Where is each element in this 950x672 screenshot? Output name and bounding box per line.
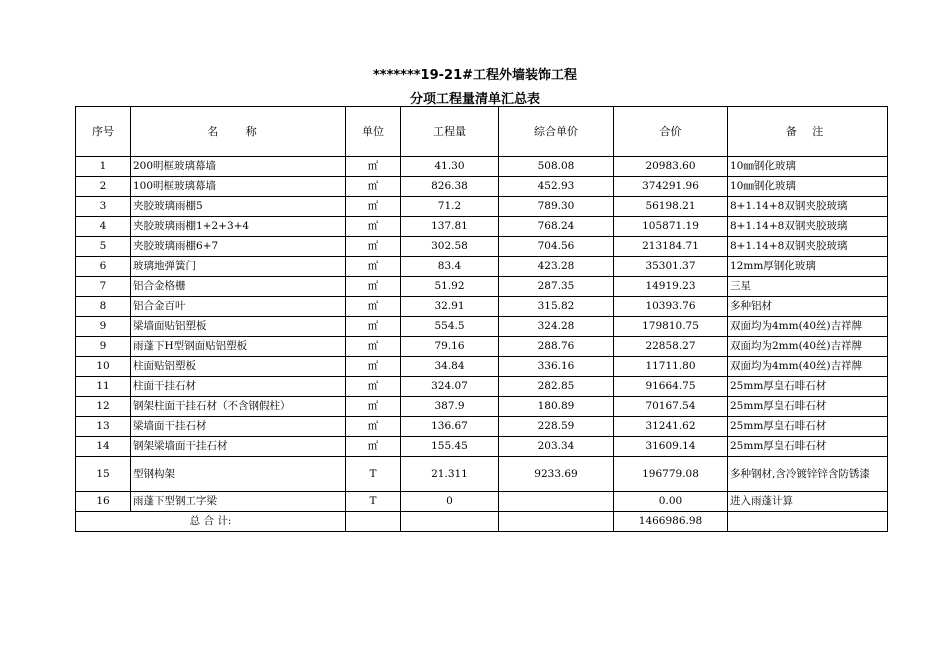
cell-no: 9 <box>76 337 131 357</box>
cell-unit-price: 315.82 <box>499 297 614 317</box>
cell-no: 12 <box>76 397 131 417</box>
table-row <box>76 397 888 417</box>
cell-total: 374291.96 <box>614 177 728 197</box>
cell-quantity: 302.58 <box>401 237 499 257</box>
table-header-row <box>76 107 888 157</box>
cell-name: 雨蓬下型钢工字梁 <box>131 492 346 512</box>
cell-unit-price <box>499 492 614 512</box>
cell-no: 3 <box>76 197 131 217</box>
document-title: *******19-21#工程外墙装饰工程 <box>372 68 578 83</box>
cell-quantity: 21.311 <box>401 457 499 492</box>
table-row <box>76 357 888 377</box>
cell-total: 11711.80 <box>614 357 728 377</box>
cell-total: 22858.27 <box>614 337 728 357</box>
cell-note: 8+1.14+8双钢夹胶玻璃 <box>728 217 888 237</box>
cell-no: 6 <box>76 257 131 277</box>
cell-note: 8+1.14+8双钢夹胶玻璃 <box>728 237 888 257</box>
sum-label: 总 合 计: <box>76 512 346 532</box>
sum-empty-cell <box>728 512 888 532</box>
table-row <box>76 237 888 257</box>
cell-unit-price: 704.56 <box>499 237 614 257</box>
table-row <box>76 457 888 492</box>
table-row <box>76 417 888 437</box>
cell-name: 型钢构架 <box>131 457 346 492</box>
cell-note: 三星 <box>728 277 888 297</box>
cell-unit-price: 768.24 <box>499 217 614 237</box>
table-row <box>76 257 888 277</box>
cell-unit: ㎡ <box>346 397 401 417</box>
table-row <box>76 217 888 237</box>
cell-no: 10 <box>76 357 131 377</box>
table-row <box>76 377 888 397</box>
table-row <box>76 337 888 357</box>
cell-unit-price: 789.30 <box>499 197 614 217</box>
cell-quantity: 41.30 <box>401 157 499 177</box>
cell-unit: ㎡ <box>346 377 401 397</box>
summary-table <box>75 106 888 532</box>
cell-note: 25mm厚皇石啡石材 <box>728 397 888 417</box>
cell-unit-price: 282.85 <box>499 377 614 397</box>
table-row <box>76 297 888 317</box>
cell-unit-price: 324.28 <box>499 317 614 337</box>
cell-note: 25mm厚皇石啡石材 <box>728 377 888 397</box>
cell-unit: ㎡ <box>346 157 401 177</box>
cell-unit: ㎡ <box>346 337 401 357</box>
cell-name: 夹胶玻璃雨棚5 <box>131 197 346 217</box>
cell-note: 进入雨蓬计算 <box>728 492 888 512</box>
cell-unit-price: 228.59 <box>499 417 614 437</box>
table-row <box>76 437 888 457</box>
cell-total: 0.00 <box>614 492 728 512</box>
sum-empty-cell <box>346 512 401 532</box>
cell-quantity: 51.92 <box>401 277 499 297</box>
cell-quantity: 32.91 <box>401 297 499 317</box>
cell-quantity: 137.81 <box>401 217 499 237</box>
table-row <box>76 277 888 297</box>
cell-note: 25mm厚皇石啡石材 <box>728 417 888 437</box>
header-quantity: 工程量 <box>401 107 499 157</box>
cell-total: 105871.19 <box>614 217 728 237</box>
cell-total: 31241.62 <box>614 417 728 437</box>
cell-quantity: 155.45 <box>401 437 499 457</box>
cell-unit: ㎡ <box>346 237 401 257</box>
cell-total: 20983.60 <box>614 157 728 177</box>
cell-unit: ㎡ <box>346 177 401 197</box>
cell-quantity: 0 <box>401 492 499 512</box>
cell-unit: ㎡ <box>346 257 401 277</box>
cell-unit-price: 180.89 <box>499 397 614 417</box>
cell-quantity: 136.67 <box>401 417 499 437</box>
cell-total: 10393.76 <box>614 297 728 317</box>
sum-total: 1466986.98 <box>614 512 728 532</box>
cell-note: 10㎜钢化玻璃 <box>728 157 888 177</box>
table-row <box>76 177 888 197</box>
cell-name: 柱面贴铝塑板 <box>131 357 346 377</box>
table-row <box>76 317 888 337</box>
cell-no: 1 <box>76 157 131 177</box>
cell-note: 双面均为4mm(40丝)吉祥牌 <box>728 357 888 377</box>
table-subtitle: 分项工程量清单汇总表 <box>409 92 540 107</box>
cell-note: 多种钢材,含冷镀锌锌含防锈漆 <box>728 457 888 492</box>
cell-no: 15 <box>76 457 131 492</box>
cell-note: 10㎜钢化玻璃 <box>728 177 888 197</box>
cell-unit-price: 287.35 <box>499 277 614 297</box>
cell-no: 5 <box>76 237 131 257</box>
header-total: 合价 <box>614 107 728 157</box>
cell-no: 11 <box>76 377 131 397</box>
cell-note: 双面均为4mm(40丝)吉祥牌 <box>728 317 888 337</box>
cell-total: 35301.37 <box>614 257 728 277</box>
cell-quantity: 554.5 <box>401 317 499 337</box>
cell-unit: T <box>346 492 401 512</box>
cell-quantity: 324.07 <box>401 377 499 397</box>
cell-unit-price: 508.08 <box>499 157 614 177</box>
cell-no: 16 <box>76 492 131 512</box>
cell-name: 钢架柱面干挂石材（不含钢假柱） <box>131 397 346 417</box>
cell-name: 梁墙面贴铝塑板 <box>131 317 346 337</box>
cell-quantity: 387.9 <box>401 397 499 417</box>
cell-name: 铝合金百叶 <box>131 297 346 317</box>
cell-unit: ㎡ <box>346 417 401 437</box>
cell-unit: ㎡ <box>346 317 401 337</box>
cell-total: 179810.75 <box>614 317 728 337</box>
cell-total: 91664.75 <box>614 377 728 397</box>
cell-quantity: 83.4 <box>401 257 499 277</box>
cell-unit-price: 203.34 <box>499 437 614 457</box>
cell-no: 8 <box>76 297 131 317</box>
cell-note: 12mm厚钢化玻璃 <box>728 257 888 277</box>
table-row <box>76 157 888 177</box>
cell-quantity: 34.84 <box>401 357 499 377</box>
cell-name: 玻璃地弹簧门 <box>131 257 346 277</box>
cell-name: 200明框玻璃幕墙 <box>131 157 346 177</box>
cell-name: 钢架梁墙面干挂石材 <box>131 437 346 457</box>
cell-unit: ㎡ <box>346 437 401 457</box>
cell-unit-price: 288.76 <box>499 337 614 357</box>
cell-unit-price: 423.28 <box>499 257 614 277</box>
cell-name: 铝合金格栅 <box>131 277 346 297</box>
cell-quantity: 79.16 <box>401 337 499 357</box>
header-name: 名 称 <box>131 107 346 157</box>
cell-no: 7 <box>76 277 131 297</box>
sum-empty-cell <box>401 512 499 532</box>
table-row <box>76 197 888 217</box>
cell-unit-price: 452.93 <box>499 177 614 197</box>
cell-no: 13 <box>76 417 131 437</box>
cell-total: 56198.21 <box>614 197 728 217</box>
cell-no: 2 <box>76 177 131 197</box>
cell-unit: ㎡ <box>346 197 401 217</box>
cell-total: 70167.54 <box>614 397 728 417</box>
cell-no: 14 <box>76 437 131 457</box>
header-unit-price: 综合单价 <box>499 107 614 157</box>
cell-name: 梁墙面干挂石材 <box>131 417 346 437</box>
cell-quantity: 826.38 <box>401 177 499 197</box>
table-row <box>76 492 888 512</box>
cell-name: 雨蓬下H型钢面贴铝塑板 <box>131 337 346 357</box>
cell-quantity: 71.2 <box>401 197 499 217</box>
cell-name: 100明框玻璃幕墙 <box>131 177 346 197</box>
header-unit: 单位 <box>346 107 401 157</box>
cell-note: 8+1.14+8双钢夹胶玻璃 <box>728 197 888 217</box>
cell-no: 4 <box>76 217 131 237</box>
header-note: 备 注 <box>728 107 888 157</box>
cell-name: 柱面干挂石材 <box>131 377 346 397</box>
cell-total: 14919.23 <box>614 277 728 297</box>
cell-unit: ㎡ <box>346 217 401 237</box>
cell-note: 25mm厚皇石啡石材 <box>728 437 888 457</box>
cell-total: 213184.71 <box>614 237 728 257</box>
cell-total: 31609.14 <box>614 437 728 457</box>
cell-unit: ㎡ <box>346 277 401 297</box>
cell-unit: ㎡ <box>346 297 401 317</box>
cell-total: 196779.08 <box>614 457 728 492</box>
cell-name: 夹胶玻璃雨棚1+2+3+4 <box>131 217 346 237</box>
header-no: 序号 <box>76 107 131 157</box>
cell-no: 9 <box>76 317 131 337</box>
cell-note: 多种铝材 <box>728 297 888 317</box>
sum-empty-cell <box>499 512 614 532</box>
cell-unit: ㎡ <box>346 357 401 377</box>
sum-row <box>76 512 888 532</box>
cell-note: 双面均为2mm(40丝)吉祥牌 <box>728 337 888 357</box>
cell-unit: T <box>346 457 401 492</box>
cell-name: 夹胶玻璃雨棚6+7 <box>131 237 346 257</box>
cell-unit-price: 9233.69 <box>499 457 614 492</box>
cell-unit-price: 336.16 <box>499 357 614 377</box>
